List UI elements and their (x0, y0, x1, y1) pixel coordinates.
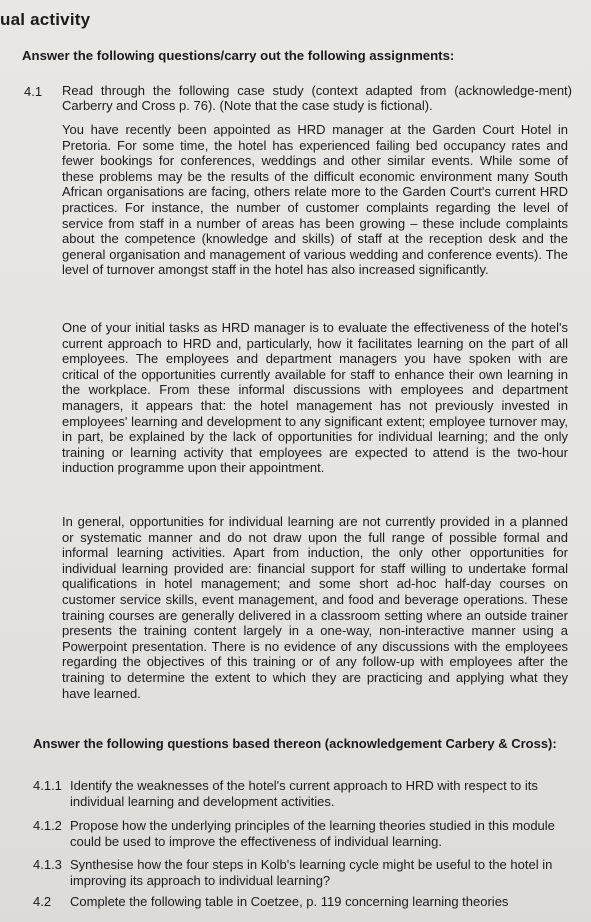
subquestion-number: 4.1.2 (33, 818, 62, 833)
question-4-1-intro: Read through the following case study (context adapted from (acknowledge-ment) Carberry and Cross p. 76). (Note that the case study is fictional). (62, 83, 572, 114)
question-number-4-2: 4.2 (33, 894, 52, 909)
question-4-2-text: Complete the following table in Coetzee, p. 119 concerning learning theories (70, 894, 509, 909)
subquestion-4-1-3: Synthesise how the four steps in Kolb's learning cycle might be useful to the hotel in improving its approach to individual learning? (70, 857, 553, 888)
section-title: ual activity (0, 10, 91, 29)
assignment-instruction: Answer the following questions/carry out the following assignments: (22, 48, 455, 63)
question-number-4-1: 4.1 (24, 84, 43, 99)
case-study-paragraph-1: You have recently been appointed as HRD manager at the Garden Court Hotel in Pretoria. For some time, the hotel has experienced failing bed occupancy rates and fewer bookings for conferences, weddings and other similar events. While some of these problems may be the results of the difficult economic environment many South African organisations are facing, others relate more to the Garden Court's current HRD practices. For instance, the number of customer complaints regarding the level of service from staff in a number of areas has been growing – these include complaints about the competence (knowledge and skills) of staff at the reception desk and the general organisation and management of various wedding and conference events). The level of turnover amongst staff in the hotel has also increased significantly. (62, 122, 568, 278)
subquestion-number: 4.1.3 (33, 857, 62, 872)
subquestion-number: 4.1.1 (33, 778, 62, 793)
questions-heading: Answer the following questions based thereon (acknowledgement Carbery & Cross): (33, 736, 557, 751)
case-study-paragraph-3: In general, opportunities for individual learning are not currently provided in a planned or systematic manner and do not draw upon the full range of possible formal and informal learning activities. Apart from induction, the only other opportunities for individual learning provided are: financial support for staff willing to undertake formal qualifications in hotel management; and some short ad-hoc half-day courses on customer service skills, event management, and food and beverage operations. These training courses are generally delivered in a classroom setting where an outside trainer presents the training content largely in a one-way, non-interactive manner using a Powerpoint presentation. There is no evidence of any discussions with the employees regarding the objectives of this training or of any follow-up with employees after the training to determine the extent to which they are practicing and applying what they have learned. (62, 514, 568, 701)
subquestion-4-1-2: Propose how the underlying principles of the learning theories studied in this module could be used to improve the effectiveness of individual learning. (70, 818, 555, 849)
case-study-paragraph-2: One of your initial tasks as HRD manager is to evaluate the effectiveness of the hotel's current approach to HRD and, particularly, how it facilitates learning on the part of all employees. The employees and department managers you have spoken with are critical of the opportunities currently available for staff to enhance their own learning in the workplace. From these informal discussions with employees and department managers, it appears that: the hotel management has not previously invested in employees' learning and development to any significant extent; employee turnover may, in part, be explained by the lack of opportunities for individual learning; and the only training or learning activity that employees are expected to attend is the two-hour induction programme upon their appointment. (62, 320, 568, 476)
subquestion-4-1-1: Identify the weaknesses of the hotel's current approach to HRD with respect to its individual learning and development activities. (70, 778, 538, 809)
